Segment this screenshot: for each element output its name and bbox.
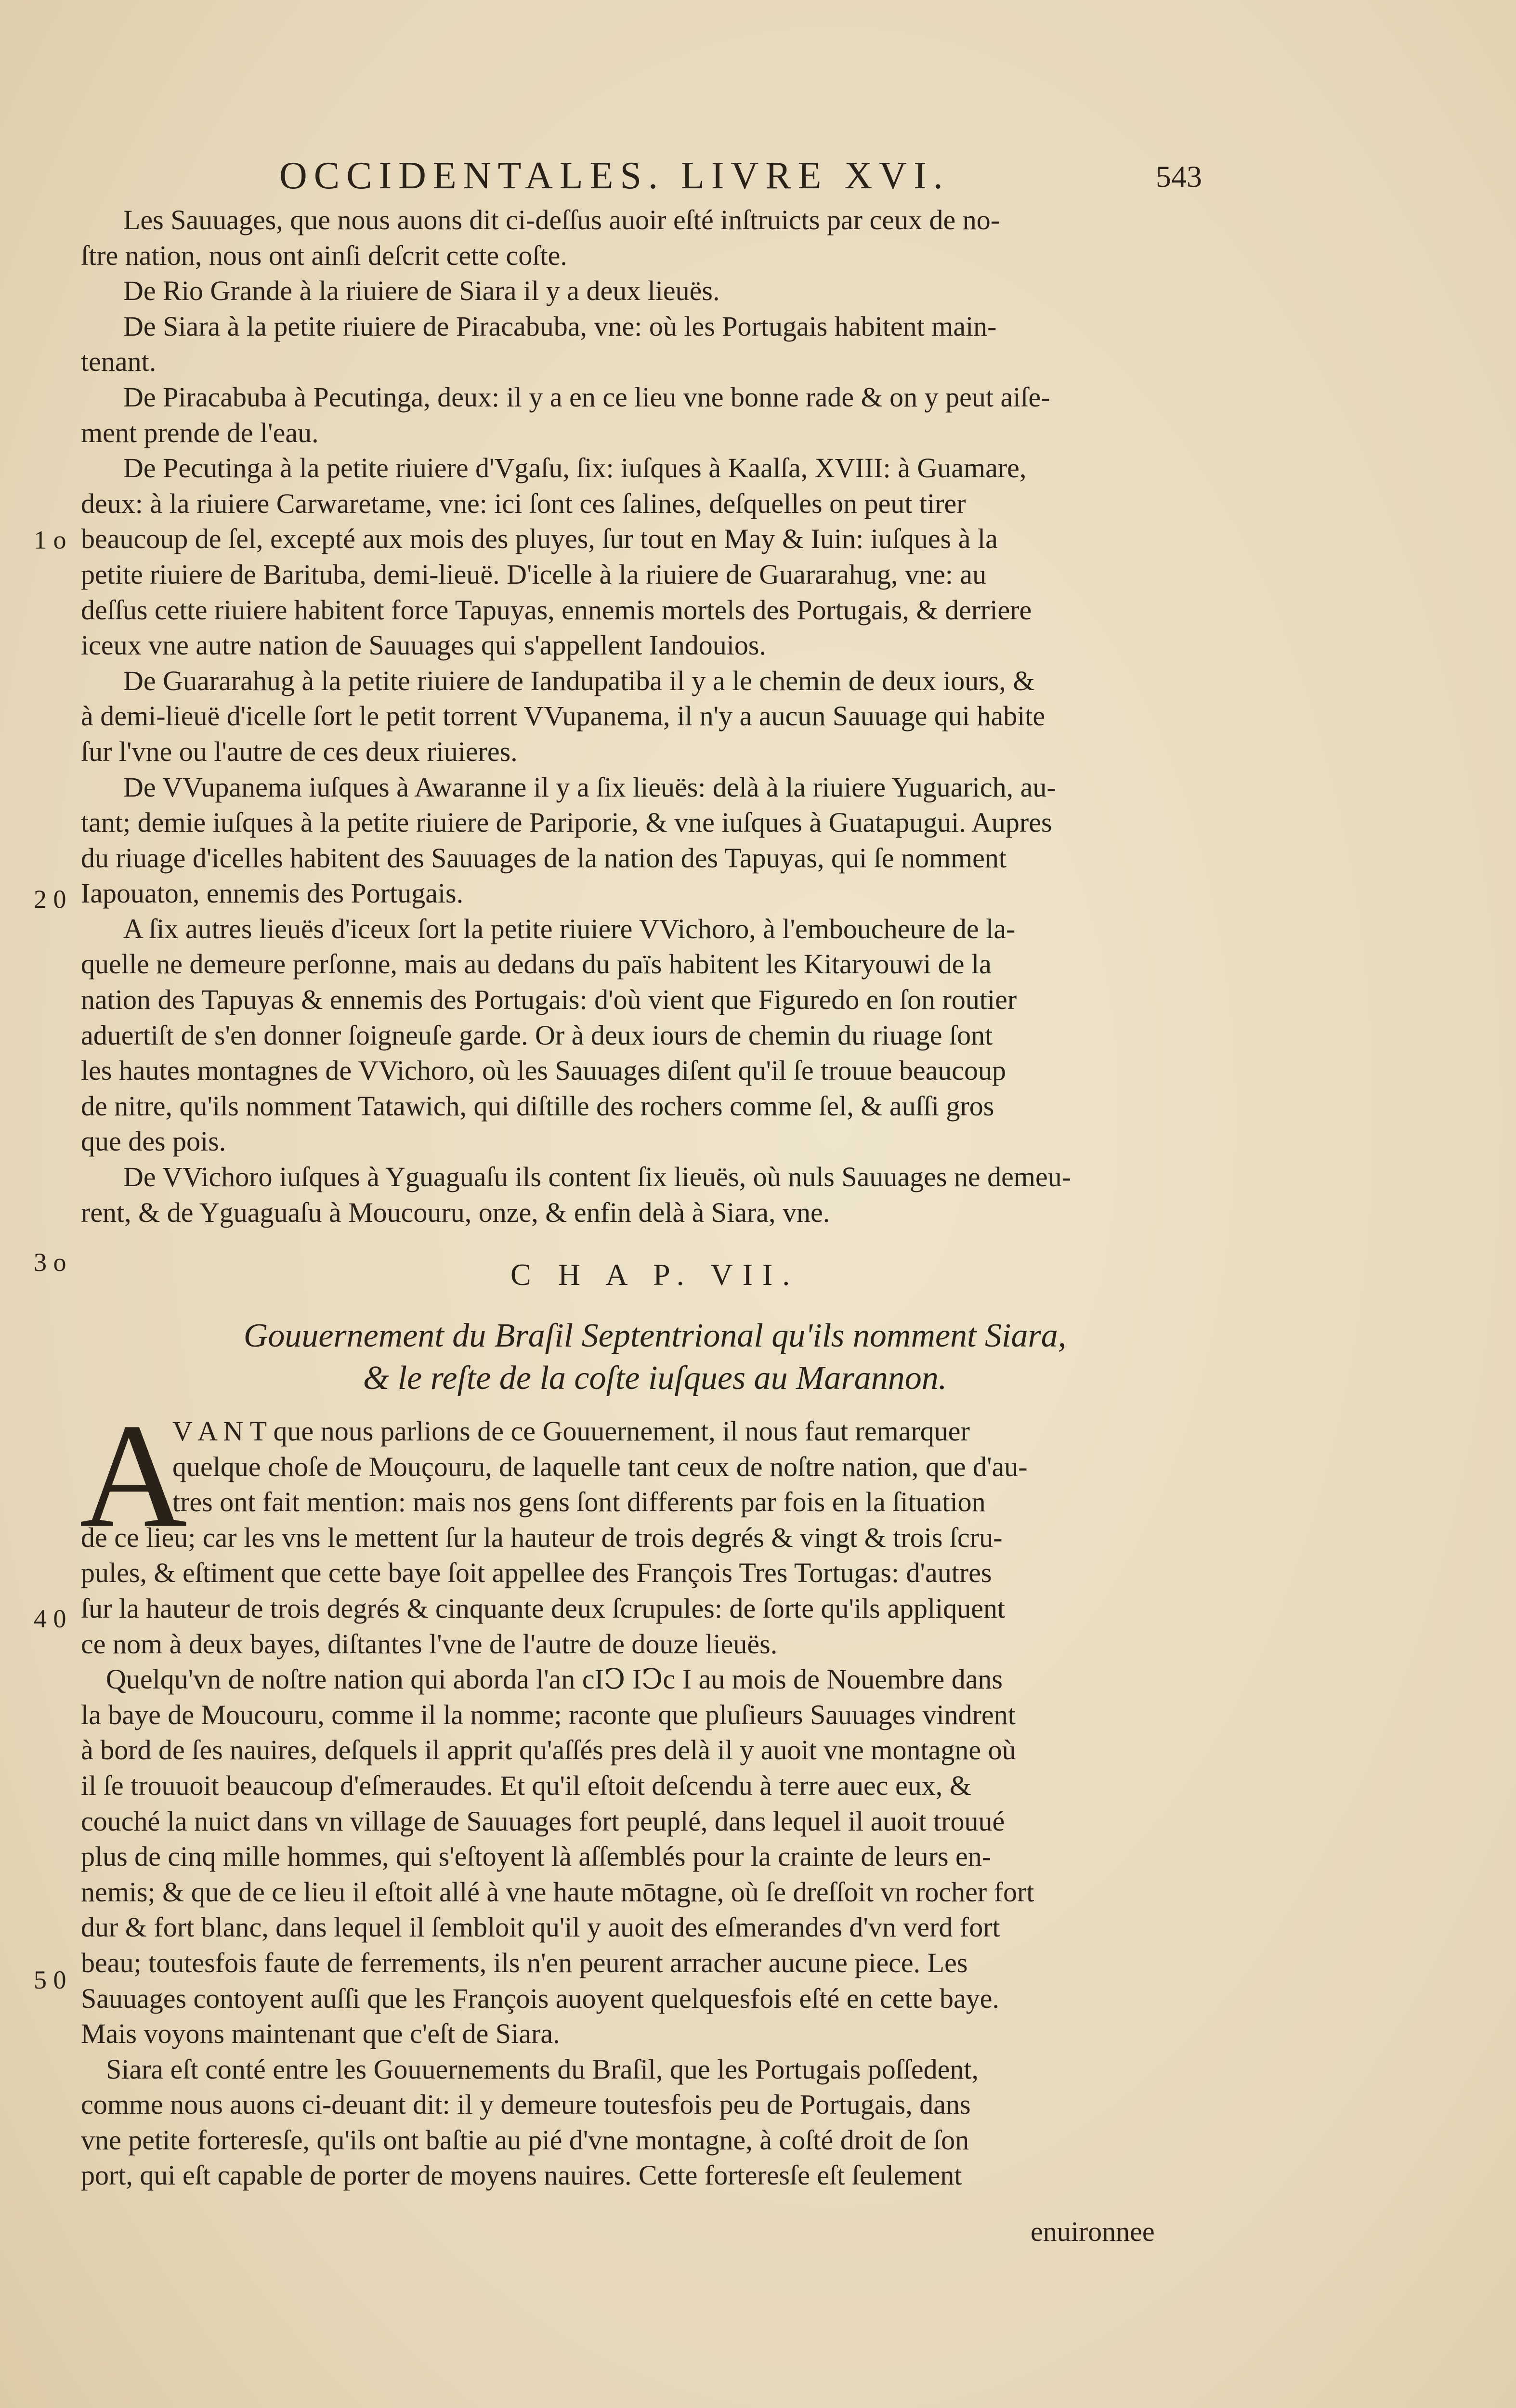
line-number: 3 o [34,1248,66,1277]
text-line: De VVichoro iuſques à Yguaguaſu ils content ſix lieuës, où nuls Sauuages ne demeu- [123,1161,1072,1193]
text-line: plus de cinq mille hommes, qui s'eſtoyent là aſſemblés pour la crainte de leurs en- [81,1841,992,1872]
text-line: Mais voyons maintenant que c'eſt de Siara. [81,2018,560,2050]
text-line: du riuage d'icelles habitent des Sauuages de la nation des Tapuyas, qui ſe nomment [81,842,1007,874]
text-line: beaucoup de ſel, excepté aux mois des pluyes, ſur tout en May & Iuin: iuſques à la [81,523,998,555]
text-line: deux: à la riuiere Carwaretame, vne: ici ſont ces ſalines, deſquelles on peut tirer [81,487,966,519]
text-line: comme nous auons ci-deuant dit: il y demeure toutesfois peu de Portugais, dans [81,2089,971,2120]
text-line: De Piracabuba à Pecutinga, deux: il y a en ce lieu vne bonne rade & on y peut aiſe- [123,381,1050,413]
line-number: 1 o [34,525,66,554]
text-line: Sauuages contoyent auſſi que les François auoyent quelquesfois eſté en cette baye. [81,1982,999,2014]
line-number: 5 0 [34,1965,66,1994]
text-line: De Siara à la petite riuiere de Piracabuba, vne: où les Portugais habitent main- [123,310,997,342]
text-line: deſſus cette riuiere habitent force Tapuyas, ennemis mortels des Portugais, & derriere [81,594,1032,626]
chapter-title-line: Gouuernement du Braſil Septentrional qu'ils nomment Siara, [243,1317,1067,1354]
text-line: vne petite forteresſe, qu'ils ont baſtie au pié d'vne montagne, à coſté droit de ſon [81,2124,969,2156]
page-number: 543 [1156,159,1202,194]
text-line: A ſix autres lieuës d'iceux ſort la petite riuiere VVichoro, à l'embouchеure de la- [123,913,1016,944]
text-line: quelque choſe de Mouçouru, de laquelle tant ceux de noſtre nation, que d'au- [172,1451,1028,1482]
text-line: à bord de ſes nauires, deſquels il apprit qu'aſſés pres delà il y auoit vne montagne où [81,1734,1016,1766]
text-line: tres ont fait mention: mais nos gens ſont differents par fois en la ſituation [172,1486,986,1518]
text-line: nemis; & que de ce lieu il eſtoit allé à vne haute mōtagne, où ſe dreſſoit vn rocher fort [81,1876,1034,1908]
line-number: 4 0 [34,1604,66,1633]
text-line: pules, & eſtiment que cette baye ſoit appellee des François Tres Tortugas: d'autres [81,1557,992,1589]
text-line: rent, & de Yguaguaſu à Moucouru, onze, & enfin delà à Siara, vne. [81,1196,830,1228]
text-line: De Rio Grande à la riuiere de Siara il y a deux lieuës. [123,275,720,307]
text-line: ſtre nation, nous ont ainſi deſcrit cette coſte. [81,239,567,271]
body-text [81,202,1208,1230]
text-line: dur & fort blanc, dans lequel il ſembloit qu'il y auoit des eſmerandes d'vn verd fort [81,1911,1000,1943]
text-line: V A N T que nous parlions de ce Gouuernement, il nous faut remarquer [172,1415,970,1447]
text-line: De Pecutinga à la petite riuiere d'Vgaſu, ſix: iuſques à Kaalſa, XVIII: à Guamare, [123,452,1027,484]
chapter-label: C H A P. VII. [510,1257,800,1292]
text-line: iceux vne autre nation de Sauuages qui s'appellent Iandouios. [81,629,766,661]
chapter-title [202,1315,1108,1400]
drop-capital: A [79,1393,187,1558]
text-line: petite riuiere de Barituba, demi-lieuë. D'icelle à la riuiere de Guararahug, vne: au [81,558,987,590]
line-number: 2 0 [34,885,66,914]
text-line: tant; demie iuſques à la petite riuiere de Pariporie, & vne iuſques à Guatapugui. Aupres [81,807,1052,838]
running-title: OCCIDENTALES. LIVRE XVI. [279,155,950,197]
text-line: De VVupanema iuſques à Awaranne il y a ſix lieuës: delà à la riuiere Yuguarich, au- [123,771,1056,803]
text-line: la baye de Moucouru, comme il la nomme; raconte que pluſieurs Sauuages vindrent [81,1699,1016,1730]
text-line: de nitre, qu'ils nomment Tatawich, qui diſtille des rochers comme ſel, & auſſi gros [81,1090,994,1122]
text-line: quelle ne demeure perſonne, mais au dedans du païs habitent les Kitaryouwi de la [81,948,992,980]
text-line: Les Sauuages, que nous auons dit ci-deſſus auoir eſté inſtruicts par ceux de no- [123,204,1000,236]
text-line: il ſe trouuoit beaucoup d'eſmeraudes. Et qu'il eſtoit deſcendu à terre auec eux, & [81,1769,971,1801]
catchword: enuironnee [1031,2216,1155,2247]
text-line: De Guararahug à la petite riuiere de Iandupatiba il y a le chemin de deux iours, & [123,665,1035,696]
text-line: Iapouaton, ennemis des Portugais. [81,877,464,909]
text-line: ment prende de l'eau. [81,417,319,448]
text-line: à demi-lieuë d'icelle ſort le petit torrent VVupanema, il n'y a aucun Sauuage qui habite [81,700,1046,732]
text-line: ſur la hauteur de trois degrés & cinquante deux ſcrupules: de ſorte qu'ils appliquent [81,1592,1006,1624]
text-line: ce nom à deux bayes, diſtantes l'vne de l'autre de douze lieuës. [81,1628,778,1660]
chapter-title-line: & le reſte de la coſte iuſques au Marannon. [363,1360,947,1397]
text-line: de ce lieu; car les vns le mettent ſur la hauteur de trois degrés & vingt & trois ſcru- [81,1521,1003,1553]
text-line: port, qui eſt capable de porter de moyens nauires. Cette forteresſe eſt ſeulement [81,2159,962,2191]
text-line: beau; toutesfois faute de ferrements, ils n'en peurent arracher aucune piece. Les [81,1947,968,1978]
text-line: Siara eſt conté entre les Gouuernements du Braſil, que les Portugais poſſedent, [106,2053,979,2085]
text-line: aduertiſt de s'en donner ſoigneuſe garde. Or à deux iours de chemin du riuage ſont [81,1019,993,1051]
text-line: ſur l'vne ou l'autre de ces deux riuieres. [81,735,518,767]
text-line: Quelqu'vn de noſtre nation qui aborda l'an cIↃ IↃc I au mois de Nouembre dans [106,1663,1003,1695]
text-line: les hautes montagnes de VVichoro, où les Sauuages diſent qu'il ſe trouue beaucoup [81,1055,1006,1086]
text-line: tenant. [81,346,157,378]
text-line: couché la nuict dans vn village de Sauuages fort peuplé, dans lequel il auoit trouué [81,1805,1005,1837]
text-line: nation des Tapuyas & ennemis des Portugais: d'où vient que Figuredo en ſon routier [81,984,1017,1016]
text-line: que des pois. [81,1125,226,1157]
section-text [79,1393,1208,2193]
